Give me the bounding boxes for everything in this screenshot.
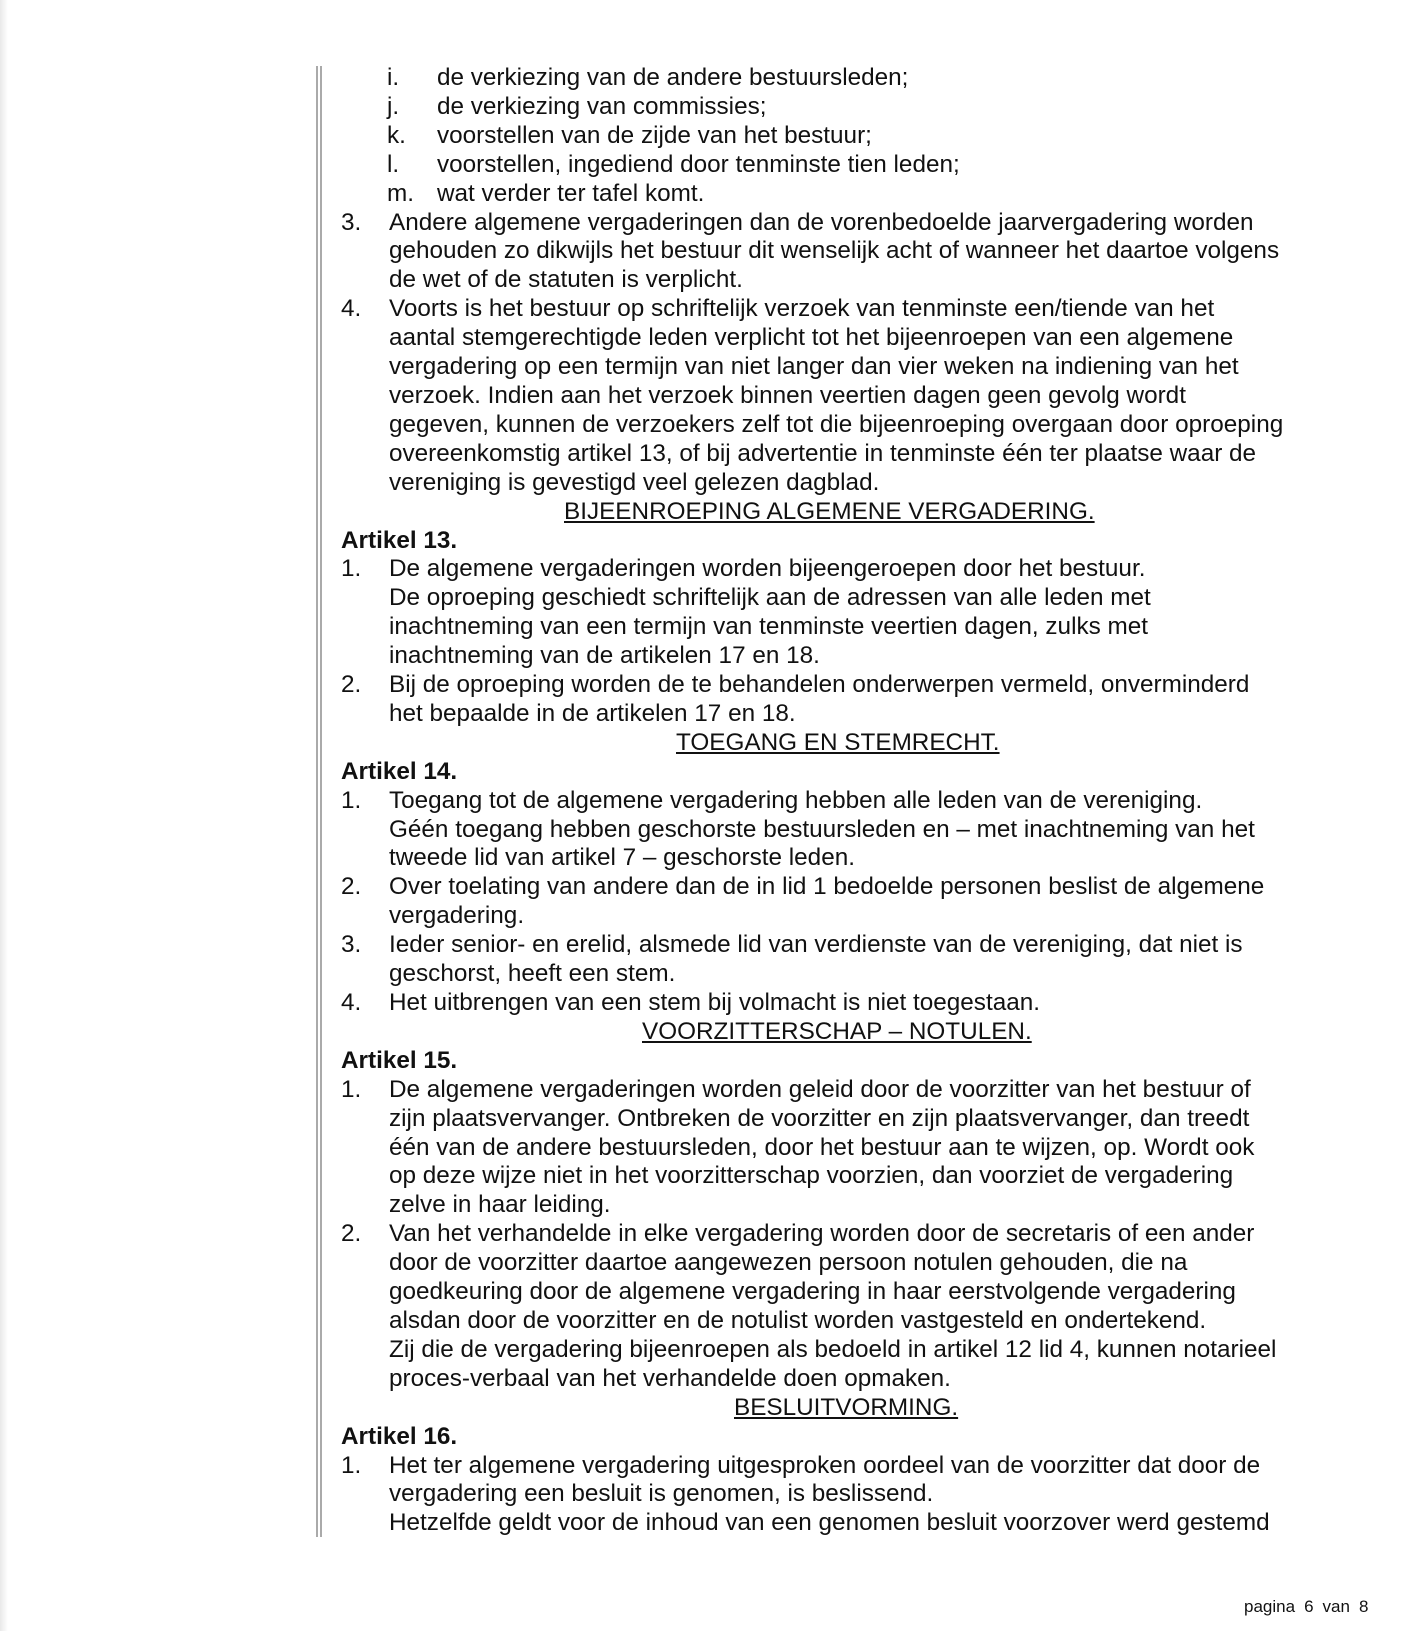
list-item: 1. Toegang tot de algemene vergadering hebben alle leden van de vereniging. Géén toegang hebben geschorste bestuursleden en – met inachtneming van het tweede lid van artikel 7 – geschorste leden. [341, 786, 1255, 872]
list-item: 2. Van het verhandelde in elke vergadering worden door de secretaris of een ander door de voorzitter daartoe aangewezen persoon notulen gehouden, die na goedkeuring door de algemene vergadering in haar eerstvolgende vergadering alsdan door de voorzitter en de notulist worden vastgesteld en ondertekend. Zij die de vergadering bijeenroepen als bedoeld in artikel 12 lid 4, kunnen notarieel proces-verbaal van het verhandelde doen opmaken. [341, 1220, 1277, 1392]
section-heading: BESLUITVORMING. [734, 1393, 959, 1421]
page-number-label: pagina [1244, 1597, 1296, 1616]
list-item: k. voorstellen van de zijde van het bestuur; [387, 121, 872, 149]
list-item: 3. Andere algemene vergaderingen dan de vorenbedoelde jaarvergadering worden gehouden zo dikwijls het bestuur dit wenselijk acht of wanneer het daartoe volgens de wet of de statuten is verplicht. [341, 208, 1280, 294]
list-item: i. de verkiezing van de andere bestuursleden; [387, 64, 909, 91]
page-edge-shadow [0, 0, 8, 1631]
list-item: 2. Over toelating van andere dan de in lid 1 bedoelde personen beslist de algemene vergadering. [341, 873, 1265, 930]
list-item: 1. De algemene vergaderingen worden geleid door de voorzitter van het bestuur of zijn plaatsvervanger. Ontbreken de voorzitter en zijn plaatsvervanger, dan treedt één van de andere bestuursleden, door het bestuur aan te wijzen, op. Wordt ook op deze wijze niet in het voorzitterschap voorzien, dan voorziet de vergadering zelve in haar leiding. [341, 1075, 1255, 1219]
article-title: Artikel 16. [341, 1422, 458, 1450]
current-page: 6 [1304, 1597, 1314, 1616]
list-item: 4. Voorts is het bestuur op schriftelijk verzoek van tenminste een/tiende van het aantal stemgerechtigde leden verplicht tot het bijeenroepen van een algemene vergadering op een termijn van niet langer dan vier weken na indiening van het verzoek. Indien aan het verzoek binnen veertien dagen geen gevolg wordt gegeven, kunnen de verzoekers zelf tot die bijeenroeping overgaan door oproeping overeenkomstig artikel 13, of bij advertentie in tenminste één ter plaatse waar de vereniging is gevestigd veel gelezen dagblad. [341, 295, 1284, 496]
list-item: 1. Het ter algemene vergadering uitgesproken oordeel van de voorzitter dat door de vergadering een besluit is genomen, is beslissend. Hetzelfde geldt voor de inhoud van een genomen besluit voorzover werd gestemd [341, 1451, 1270, 1537]
page-number [1244, 1597, 1368, 1617]
change-bar [316, 66, 324, 1537]
article-title: Artikel 13. [341, 526, 458, 554]
article-title: Artikel 15. [341, 1046, 458, 1074]
list-item: m. wat verder ter tafel komt. [387, 179, 705, 207]
list-item: 2. Bij de oproeping worden de te behandelen onderwerpen vermeld, onverminderd het bepaalde in de artikelen 17 en 18. [341, 671, 1250, 727]
document-body [341, 64, 1401, 1538]
section-heading: TOEGANG EN STEMRECHT. [676, 728, 1000, 756]
list-item: j. de verkiezing van commissies; [387, 92, 767, 120]
section-heading: BIJEENROEPING ALGEMENE VERGADERING. [564, 497, 1095, 525]
list-item: 3. Ieder senior- en erelid, alsmede lid van verdienste van de vereniging, dat niet is geschorst, heeft een stem. [341, 931, 1243, 988]
article-title: Artikel 14. [341, 757, 458, 785]
total-pages: 8 [1358, 1597, 1369, 1616]
list-item: 1. De algemene vergaderingen worden bijeengeroepen door het bestuur. De oproeping geschiedt schriftelijk aan de adressen van alle leden met inachtneming van een termijn van tenminste veertien dagen, zulks met inachtneming van de artikelen 17 en 18. [341, 555, 1151, 670]
section-heading: VOORZITTERSCHAP – NOTULEN. [642, 1017, 1032, 1045]
list-item: 4. Het uitbrengen van een stem bij volmacht is niet toegestaan. [341, 989, 1040, 1016]
page-of-label: van [1322, 1597, 1350, 1616]
list-item: l. voorstellen, ingediend door tenminste tien leden; [387, 150, 960, 178]
